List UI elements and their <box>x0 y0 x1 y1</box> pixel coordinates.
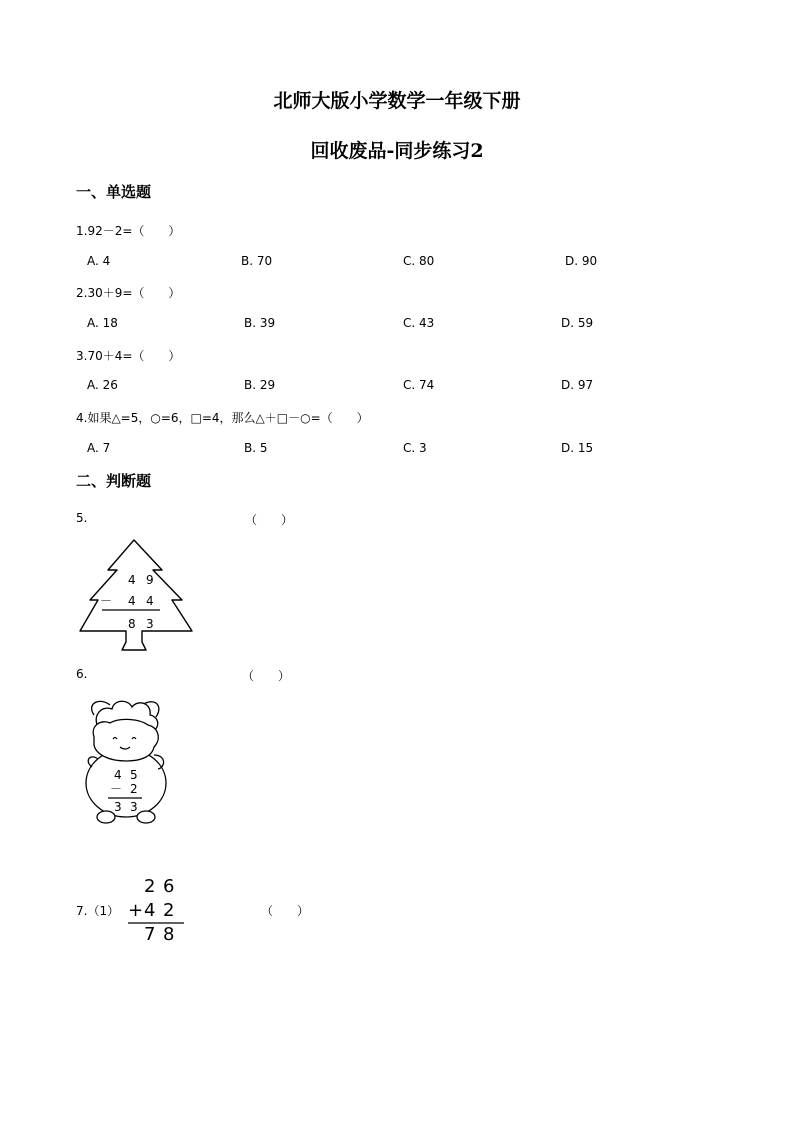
addition-plus-sign: + <box>128 900 144 921</box>
sheep-minus-sign: － <box>110 782 123 796</box>
question-3-option-c[interactable]: C. 74 <box>403 378 435 392</box>
tree-digit: 4 <box>146 594 154 608</box>
question-4-option-a[interactable]: A. 7 <box>87 441 111 455</box>
addition-digit: 8 <box>163 924 175 944</box>
addition-digit: 4 <box>144 900 156 921</box>
tree-outline <box>80 540 192 650</box>
question-4-option-c[interactable]: C. 3 <box>403 441 427 455</box>
sheep-foot <box>97 811 115 823</box>
tree-digit: 9 <box>146 573 154 587</box>
tree-digit: 8 <box>128 617 136 631</box>
addition-digit: 2 <box>144 876 156 897</box>
question-3-stem: 3.70＋4=（ ） <box>76 349 181 363</box>
tree-minus-sign: － <box>100 594 113 608</box>
addition-digit: 6 <box>163 876 175 897</box>
tree-digit: 3 <box>146 617 154 631</box>
question-4-option-d[interactable]: D. 15 <box>561 441 594 455</box>
tree-digit: 4 <box>128 573 136 587</box>
question-4-option-b[interactable]: B. 5 <box>244 441 268 455</box>
question-1-option-c[interactable]: C. 80 <box>403 254 435 268</box>
question-7-answer-blank[interactable]: （ ） <box>261 904 310 918</box>
sheep-digit: 4 <box>114 768 122 782</box>
question-7-number: 7.（1） <box>76 904 120 918</box>
question-2-option-d[interactable]: D. 59 <box>561 316 594 330</box>
question-6-number: 6. <box>76 667 88 681</box>
question-2-option-c[interactable]: C. 43 <box>403 316 435 330</box>
sheep-foot <box>137 811 155 823</box>
question-1-option-d[interactable]: D. 90 <box>565 254 598 268</box>
question-1-stem: 1.92－2=（ ） <box>76 224 181 238</box>
sheep-digit: 3 <box>130 800 138 814</box>
sheep-digit: 3 <box>114 800 122 814</box>
question-2-option-b[interactable]: B. 39 <box>244 316 276 330</box>
page-title: 北师大版小学数学一年级下册 <box>273 90 521 112</box>
question-3-option-b[interactable]: B. 29 <box>244 378 276 392</box>
question-2-stem: 2.30＋9=（ ） <box>76 286 181 300</box>
addition-digit: 7 <box>144 924 156 944</box>
vertical-addition-figure <box>124 872 190 944</box>
question-6-answer-blank[interactable]: （ ） <box>242 669 291 683</box>
section-heading-true-false: 二、判断题 <box>76 472 152 490</box>
question-5-number: 5. <box>76 511 88 525</box>
sheep-face <box>93 719 158 761</box>
tree-figure <box>76 538 196 653</box>
sheep-digit: 2 <box>130 782 138 796</box>
question-4-stem: 4.如果△=5，○=6，□=4，那么△＋□－○=（ ） <box>76 411 369 425</box>
sheep-digit: 5 <box>130 768 138 782</box>
sheep-figure <box>80 695 180 827</box>
tree-digit: 4 <box>128 594 136 608</box>
question-3-option-d[interactable]: D. 97 <box>561 378 594 392</box>
question-1-option-b[interactable]: B. 70 <box>241 254 273 268</box>
question-5-answer-blank[interactable]: （ ） <box>245 513 294 527</box>
question-1-option-a[interactable]: A. 4 <box>87 254 111 268</box>
question-2-option-a[interactable]: A. 18 <box>87 316 118 330</box>
section-heading-single-choice: 一、单选题 <box>76 183 152 201</box>
question-3-option-a[interactable]: A. 26 <box>87 378 118 392</box>
addition-digit: 2 <box>163 900 175 921</box>
page-subtitle: 回收废品-同步练习2 <box>310 140 484 162</box>
